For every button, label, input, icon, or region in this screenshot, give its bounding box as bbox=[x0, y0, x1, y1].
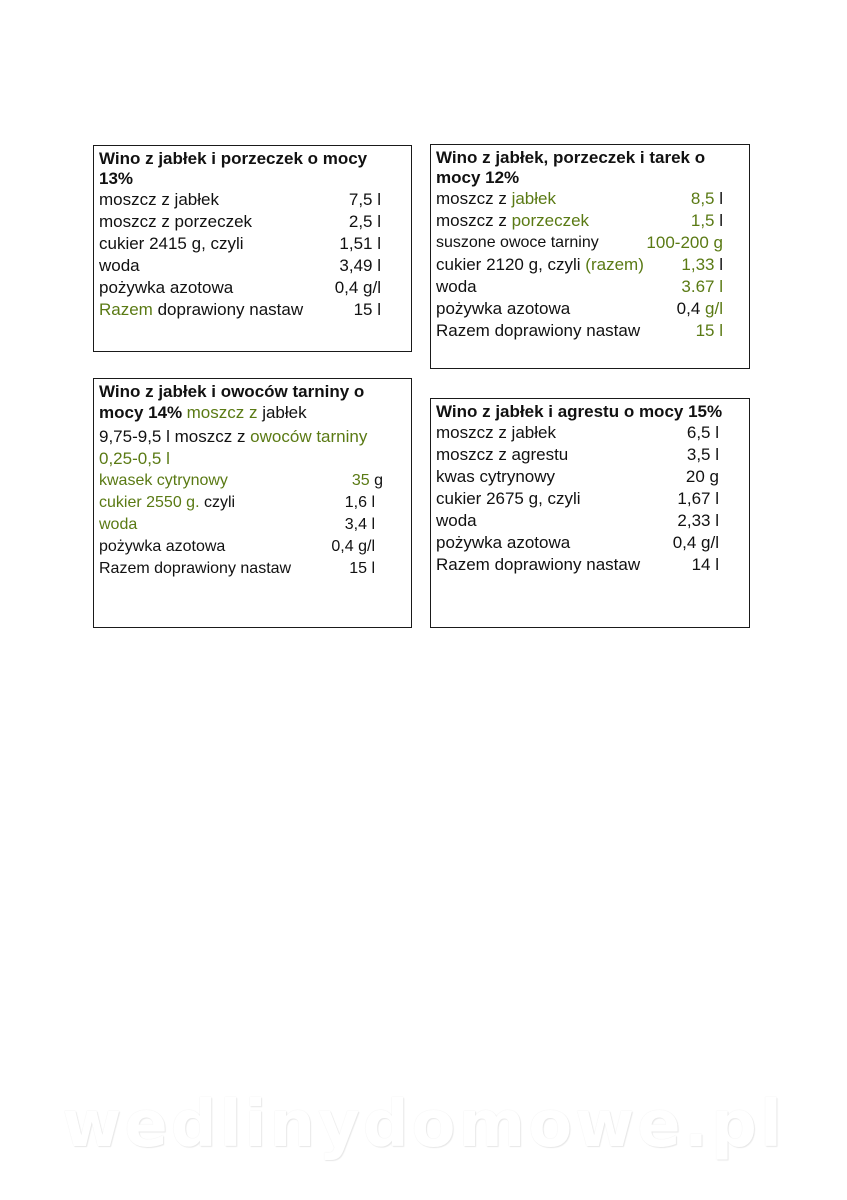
ingredient-name: kwas cytrynowy bbox=[436, 467, 556, 486]
ingredient-amount bbox=[352, 470, 383, 492]
ingredient-row bbox=[436, 276, 723, 298]
ingredient-amount: 3,49 l bbox=[339, 256, 381, 275]
ingredient-name: moszcz z jabłek bbox=[436, 423, 556, 442]
ingredient-name-part: moszcz z bbox=[436, 211, 512, 230]
recipe-box-4 bbox=[430, 398, 750, 628]
ingredient-row bbox=[436, 210, 723, 232]
ingredient-row bbox=[436, 444, 719, 466]
ingredient-amount bbox=[691, 188, 723, 210]
ingredient-amount: 15 l bbox=[349, 560, 375, 577]
ingredient-row bbox=[436, 532, 719, 554]
ingredient-row bbox=[436, 466, 719, 488]
ingredient-name bbox=[99, 299, 303, 321]
recipe-box-3 bbox=[93, 378, 412, 628]
ingredient-name bbox=[436, 254, 644, 276]
ingredient-amount: 15 l bbox=[695, 321, 723, 340]
highlight-text: 35 bbox=[351, 472, 370, 489]
ingredient-name: suszone owoce tarniny bbox=[436, 234, 599, 251]
highlight-text: Razem bbox=[99, 300, 153, 319]
ingredient-name: cukier 2675 g, czyli bbox=[436, 489, 581, 508]
ingredient-name-rest: czyli bbox=[199, 494, 236, 511]
ingredient-amount: 2,5 l bbox=[348, 212, 381, 231]
ingredient-row bbox=[436, 488, 719, 510]
recipe-box-1 bbox=[93, 145, 412, 352]
ingredient-amount: 1,51 l bbox=[339, 234, 381, 253]
unit-text: l bbox=[714, 255, 723, 274]
ingredient-name: woda bbox=[436, 277, 477, 296]
ingredient-amount: 2,33 l bbox=[677, 511, 719, 530]
highlight-text: porzeczek bbox=[511, 211, 590, 230]
highlight-text: 8,5 bbox=[690, 189, 715, 208]
ingredient-amount: 100-200 g bbox=[646, 233, 723, 252]
ingredient-row bbox=[99, 536, 375, 558]
unit-text: l bbox=[714, 189, 723, 208]
highlight-text: moszcz z bbox=[186, 403, 258, 422]
highlight-text: g/l bbox=[705, 299, 723, 318]
ingredient-row bbox=[99, 470, 383, 492]
ingredient-name: moszcz z agrestu bbox=[436, 445, 569, 464]
ingredient-name: moszcz z porzeczek bbox=[99, 212, 253, 231]
amount-part: 0,4 bbox=[676, 299, 706, 318]
ingredient-row bbox=[436, 254, 723, 276]
ingredient-row bbox=[99, 189, 381, 211]
ingredient-row bbox=[99, 514, 375, 536]
ingredient-amount: 1,67 l bbox=[677, 489, 719, 508]
recipe-title: Wino z jabłek i agrestu o mocy 15% bbox=[436, 402, 723, 421]
ingredient-name bbox=[436, 188, 556, 210]
ingredient-name: pożywka azotowa bbox=[436, 533, 571, 552]
ingredient-amount bbox=[677, 298, 723, 320]
ingredient-name-part: moszcz z bbox=[436, 189, 512, 208]
watermark: wedlinydomowe.pl bbox=[62, 1088, 785, 1162]
recipe-title: Wino z jabłek i owoców tarniny o mocy 14% bbox=[99, 382, 365, 422]
total-row bbox=[99, 558, 375, 580]
ingredient-amount: 1,6 l bbox=[344, 494, 375, 511]
unit-text: g bbox=[369, 472, 383, 489]
ingredient-name-rest: doprawiony nastaw bbox=[152, 300, 304, 319]
ingredient-name-part: cukier 2120 g, czyli bbox=[436, 255, 586, 274]
ingredient-name: kwasek cytrynowy bbox=[99, 472, 228, 489]
ingredient-name: Razem doprawiony nastaw bbox=[436, 321, 641, 340]
ingredient-row bbox=[436, 422, 719, 444]
highlight-text: owoców tarniny bbox=[250, 427, 368, 446]
ingredient-amount: 20 g bbox=[685, 467, 719, 486]
total-row bbox=[436, 320, 723, 342]
highlight-text: 1,5 bbox=[690, 211, 715, 230]
recipe-box-2 bbox=[430, 144, 750, 369]
ingredient-row bbox=[436, 188, 723, 210]
ingredient-name: woda bbox=[436, 511, 477, 530]
ingredient-name: Razem doprawiony nastaw bbox=[436, 555, 641, 574]
ingredient-name bbox=[436, 210, 589, 232]
ingredient-row bbox=[99, 277, 381, 299]
ingredient-row bbox=[436, 510, 719, 532]
ingredient-amount: 0,4 g/l bbox=[672, 533, 719, 552]
intro-text: 9,75-9,5 l moszcz z bbox=[99, 427, 251, 446]
highlight-text: (razem) bbox=[585, 255, 644, 274]
ingredient-amount: 7,5 l bbox=[348, 190, 381, 209]
ingredient-amount: 3,5 l bbox=[686, 445, 719, 464]
highlight-text: 1,33 bbox=[681, 255, 715, 274]
total-row bbox=[436, 554, 719, 576]
ingredient-name: woda bbox=[99, 516, 138, 533]
ingredient-row bbox=[436, 298, 723, 320]
ingredient-amount: 15 l bbox=[353, 300, 381, 319]
ingredient-name bbox=[99, 492, 235, 514]
ingredient-name: moszcz z jabłek bbox=[99, 190, 219, 209]
intro-text: jabłek bbox=[257, 403, 307, 422]
ingredient-row bbox=[436, 232, 723, 254]
ingredient-name: pożywka azotowa bbox=[436, 299, 571, 318]
ingredient-amount: 6,5 l bbox=[686, 423, 719, 442]
ingredient-name: woda bbox=[99, 256, 140, 275]
ingredient-row bbox=[99, 211, 381, 233]
ingredient-row bbox=[99, 255, 381, 277]
ingredient-amount: 0,4 g/l bbox=[334, 278, 381, 297]
ingredient-row bbox=[99, 492, 375, 514]
ingredient-amount: 3.67 l bbox=[681, 277, 723, 296]
ingredient-amount bbox=[681, 254, 723, 276]
ingredient-name: Razem doprawiony nastaw bbox=[99, 560, 292, 577]
intro-line: 0,25-0,5 l bbox=[99, 449, 170, 468]
recipe-title: Wino z jabłek i porzeczek o mocy 13% bbox=[99, 149, 368, 188]
total-row bbox=[99, 299, 381, 321]
ingredient-amount: 14 l bbox=[691, 555, 719, 574]
highlight-text: cukier 2550 g. bbox=[99, 494, 200, 511]
unit-text: l bbox=[714, 211, 723, 230]
ingredient-name: pożywka azotowa bbox=[99, 538, 226, 555]
ingredient-name: cukier 2415 g, czyli bbox=[99, 234, 244, 253]
highlight-text: jabłek bbox=[511, 189, 556, 208]
ingredient-name: pożywka azotowa bbox=[99, 278, 234, 297]
ingredient-amount bbox=[691, 210, 723, 232]
ingredient-amount: 3,4 l bbox=[344, 516, 375, 533]
ingredient-amount: 0,4 g/l bbox=[331, 538, 375, 555]
ingredient-row bbox=[99, 233, 381, 255]
intro-line bbox=[99, 426, 405, 448]
recipe-title: Wino z jabłek, porzeczek i tarek o mocy 12% bbox=[436, 148, 706, 187]
